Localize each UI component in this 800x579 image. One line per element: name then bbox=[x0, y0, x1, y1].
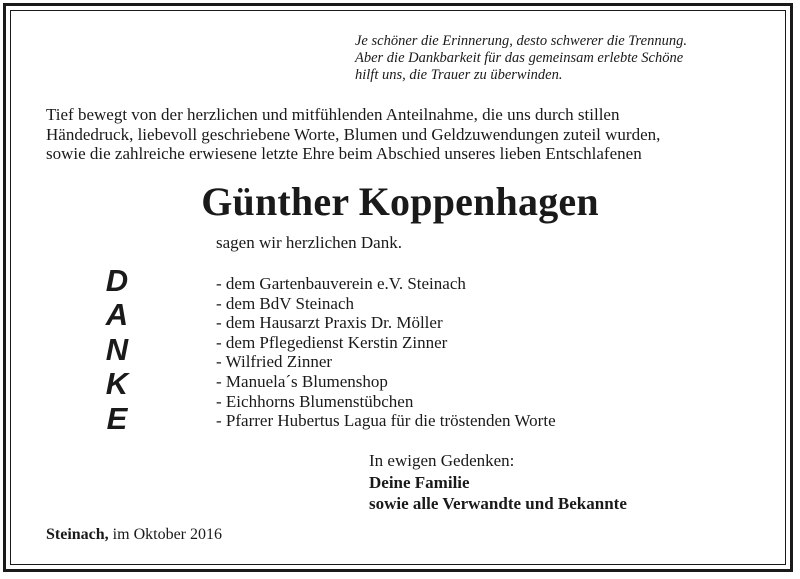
intro-line: Händedruck, liebevoll geschriebene Worte, Blumen und Geldzuwendungen zuteil wurden, bbox=[46, 124, 661, 144]
list-item: - dem Pflegedienst Kerstin Zinner bbox=[216, 332, 448, 352]
danke-letter: N bbox=[105, 331, 129, 367]
poem-quote bbox=[355, 33, 775, 84]
list-item: - Manuela´s Blumenshop bbox=[216, 371, 388, 391]
list-item: - dem Gartenbauverein e.V. Steinach bbox=[216, 274, 466, 293]
thanks-line: sagen wir herzlichen Dank. bbox=[216, 233, 402, 252]
danke-vertical-word bbox=[96, 264, 138, 436]
intro-line: sowie die zahlreiche erwiesene letzte Ehre beim Abschied unseres lieben Entschlafenen bbox=[46, 144, 642, 163]
danke-letter: K bbox=[105, 366, 129, 402]
list-item: - dem BdV Steinach bbox=[216, 293, 355, 313]
closing-line: In ewigen Gedenken: bbox=[369, 451, 515, 470]
list-item: - Eichhorns Blumenstübchen bbox=[216, 391, 414, 411]
place-date bbox=[46, 525, 222, 545]
list-item: - Pfarrer Hubertus Lagua für die tröstenden Worte bbox=[216, 411, 556, 431]
intro-line: Tief bewegt von der herzlichen und mitfühlenden Anteilnahme, die uns durch stillen bbox=[46, 105, 620, 124]
date-text: im Oktober 2016 bbox=[112, 526, 222, 543]
list-item: - Wilfried Zinner bbox=[216, 352, 333, 372]
thanks-list bbox=[216, 274, 556, 431]
poem-line: Je schöner die Erinnerung, desto schwerer die Trennung. bbox=[355, 33, 687, 49]
signature bbox=[369, 473, 627, 514]
deceased-name: Günther Koppenhagen bbox=[201, 179, 599, 224]
signature-line: Deine Familie bbox=[369, 473, 470, 492]
list-item: - dem Hausarzt Praxis Dr. Möller bbox=[216, 313, 443, 333]
danke-letter: A bbox=[105, 297, 129, 333]
danke-letter: D bbox=[105, 263, 129, 298]
place-name: Steinach, bbox=[46, 526, 109, 543]
poem-line: Aber die Dankbarkeit für das gemeinsam erlebte Schöne bbox=[355, 50, 684, 66]
intro-text bbox=[46, 105, 766, 164]
signature-line: sowie alle Verwandte und Bekannte bbox=[369, 493, 627, 513]
poem-line: hilft uns, die Trauer zu überwinden. bbox=[355, 67, 563, 83]
danke-letter: E bbox=[106, 400, 128, 436]
